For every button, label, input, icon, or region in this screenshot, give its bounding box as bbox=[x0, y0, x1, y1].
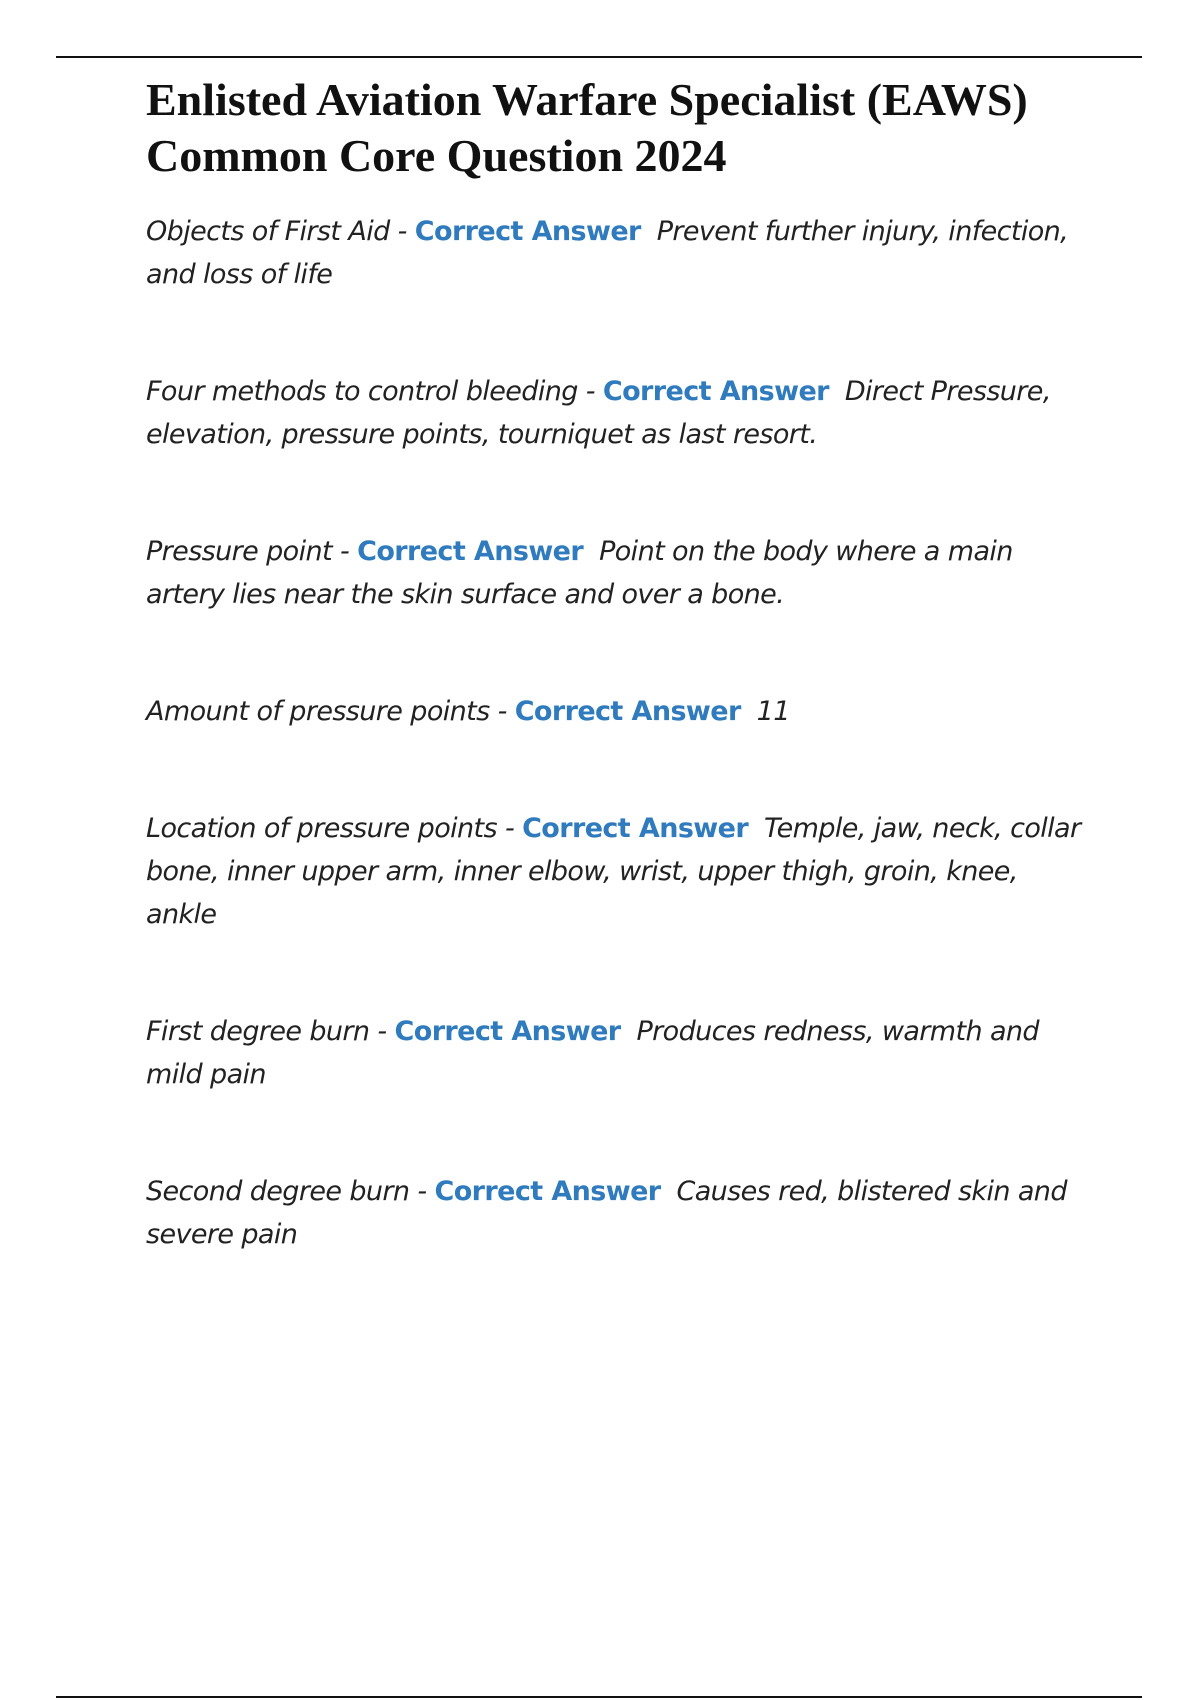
top-rule bbox=[56, 56, 1142, 58]
answer-text: Causes red, blistered skin and severe pain bbox=[146, 1176, 1067, 1250]
correct-answer-label: Correct Answer bbox=[434, 1176, 661, 1207]
correct-answer-label: Correct Answer bbox=[522, 813, 749, 844]
qa-list bbox=[146, 210, 1096, 1256]
correct-answer-label: Correct Answer bbox=[414, 216, 641, 247]
question-text: First degree burn bbox=[146, 1016, 370, 1047]
title-line-2: Common Core Question 2024 bbox=[146, 130, 727, 181]
question-text: Pressure point bbox=[146, 536, 332, 567]
question-text: Four methods to control bleeding bbox=[146, 376, 578, 407]
correct-answer-label: Correct Answer bbox=[514, 696, 741, 727]
title-line-1: Enlisted Aviation Warfare Specialist (EAWS) bbox=[146, 74, 1028, 125]
correct-answer-label: Correct Answer bbox=[602, 376, 829, 407]
qa-item bbox=[146, 690, 1096, 733]
answer-text: Produces redness, warmth and mild pain bbox=[146, 1016, 1039, 1090]
qa-item bbox=[146, 370, 1096, 456]
qa-item bbox=[146, 1170, 1096, 1256]
answer-text: Prevent further injury, infection, and loss of life bbox=[146, 216, 1069, 290]
separator: - bbox=[577, 376, 603, 407]
correct-answer-label: Correct Answer bbox=[357, 536, 584, 567]
qa-item bbox=[146, 530, 1096, 616]
separator: - bbox=[489, 696, 515, 727]
qa-item bbox=[146, 1010, 1096, 1096]
qa-item bbox=[146, 210, 1096, 296]
question-text: Objects of First Aid bbox=[146, 216, 390, 247]
correct-answer-label: Correct Answer bbox=[394, 1016, 621, 1047]
question-text: Amount of pressure points bbox=[146, 696, 490, 727]
answer-text: Direct Pressure, elevation, pressure points, tourniquet as last resort. bbox=[146, 376, 1051, 450]
document-title bbox=[146, 72, 1146, 184]
question-text: Location of pressure points bbox=[146, 813, 497, 844]
answer-text: Point on the body where a main artery lies near the skin surface and over a bone. bbox=[146, 536, 1013, 610]
separator: - bbox=[496, 813, 523, 844]
answer-text: 11 bbox=[756, 696, 790, 727]
question-text: Second degree burn bbox=[146, 1176, 410, 1207]
separator: - bbox=[369, 1016, 395, 1047]
bottom-rule bbox=[56, 1696, 1142, 1698]
separator: - bbox=[389, 216, 415, 247]
answer-text: Temple, jaw, neck, collar bone, inner upper arm, inner elbow, wrist, upper thigh, groin, knee, ankle bbox=[146, 813, 1081, 930]
qa-item bbox=[146, 807, 1096, 936]
separator: - bbox=[409, 1176, 435, 1207]
separator: - bbox=[332, 536, 358, 567]
